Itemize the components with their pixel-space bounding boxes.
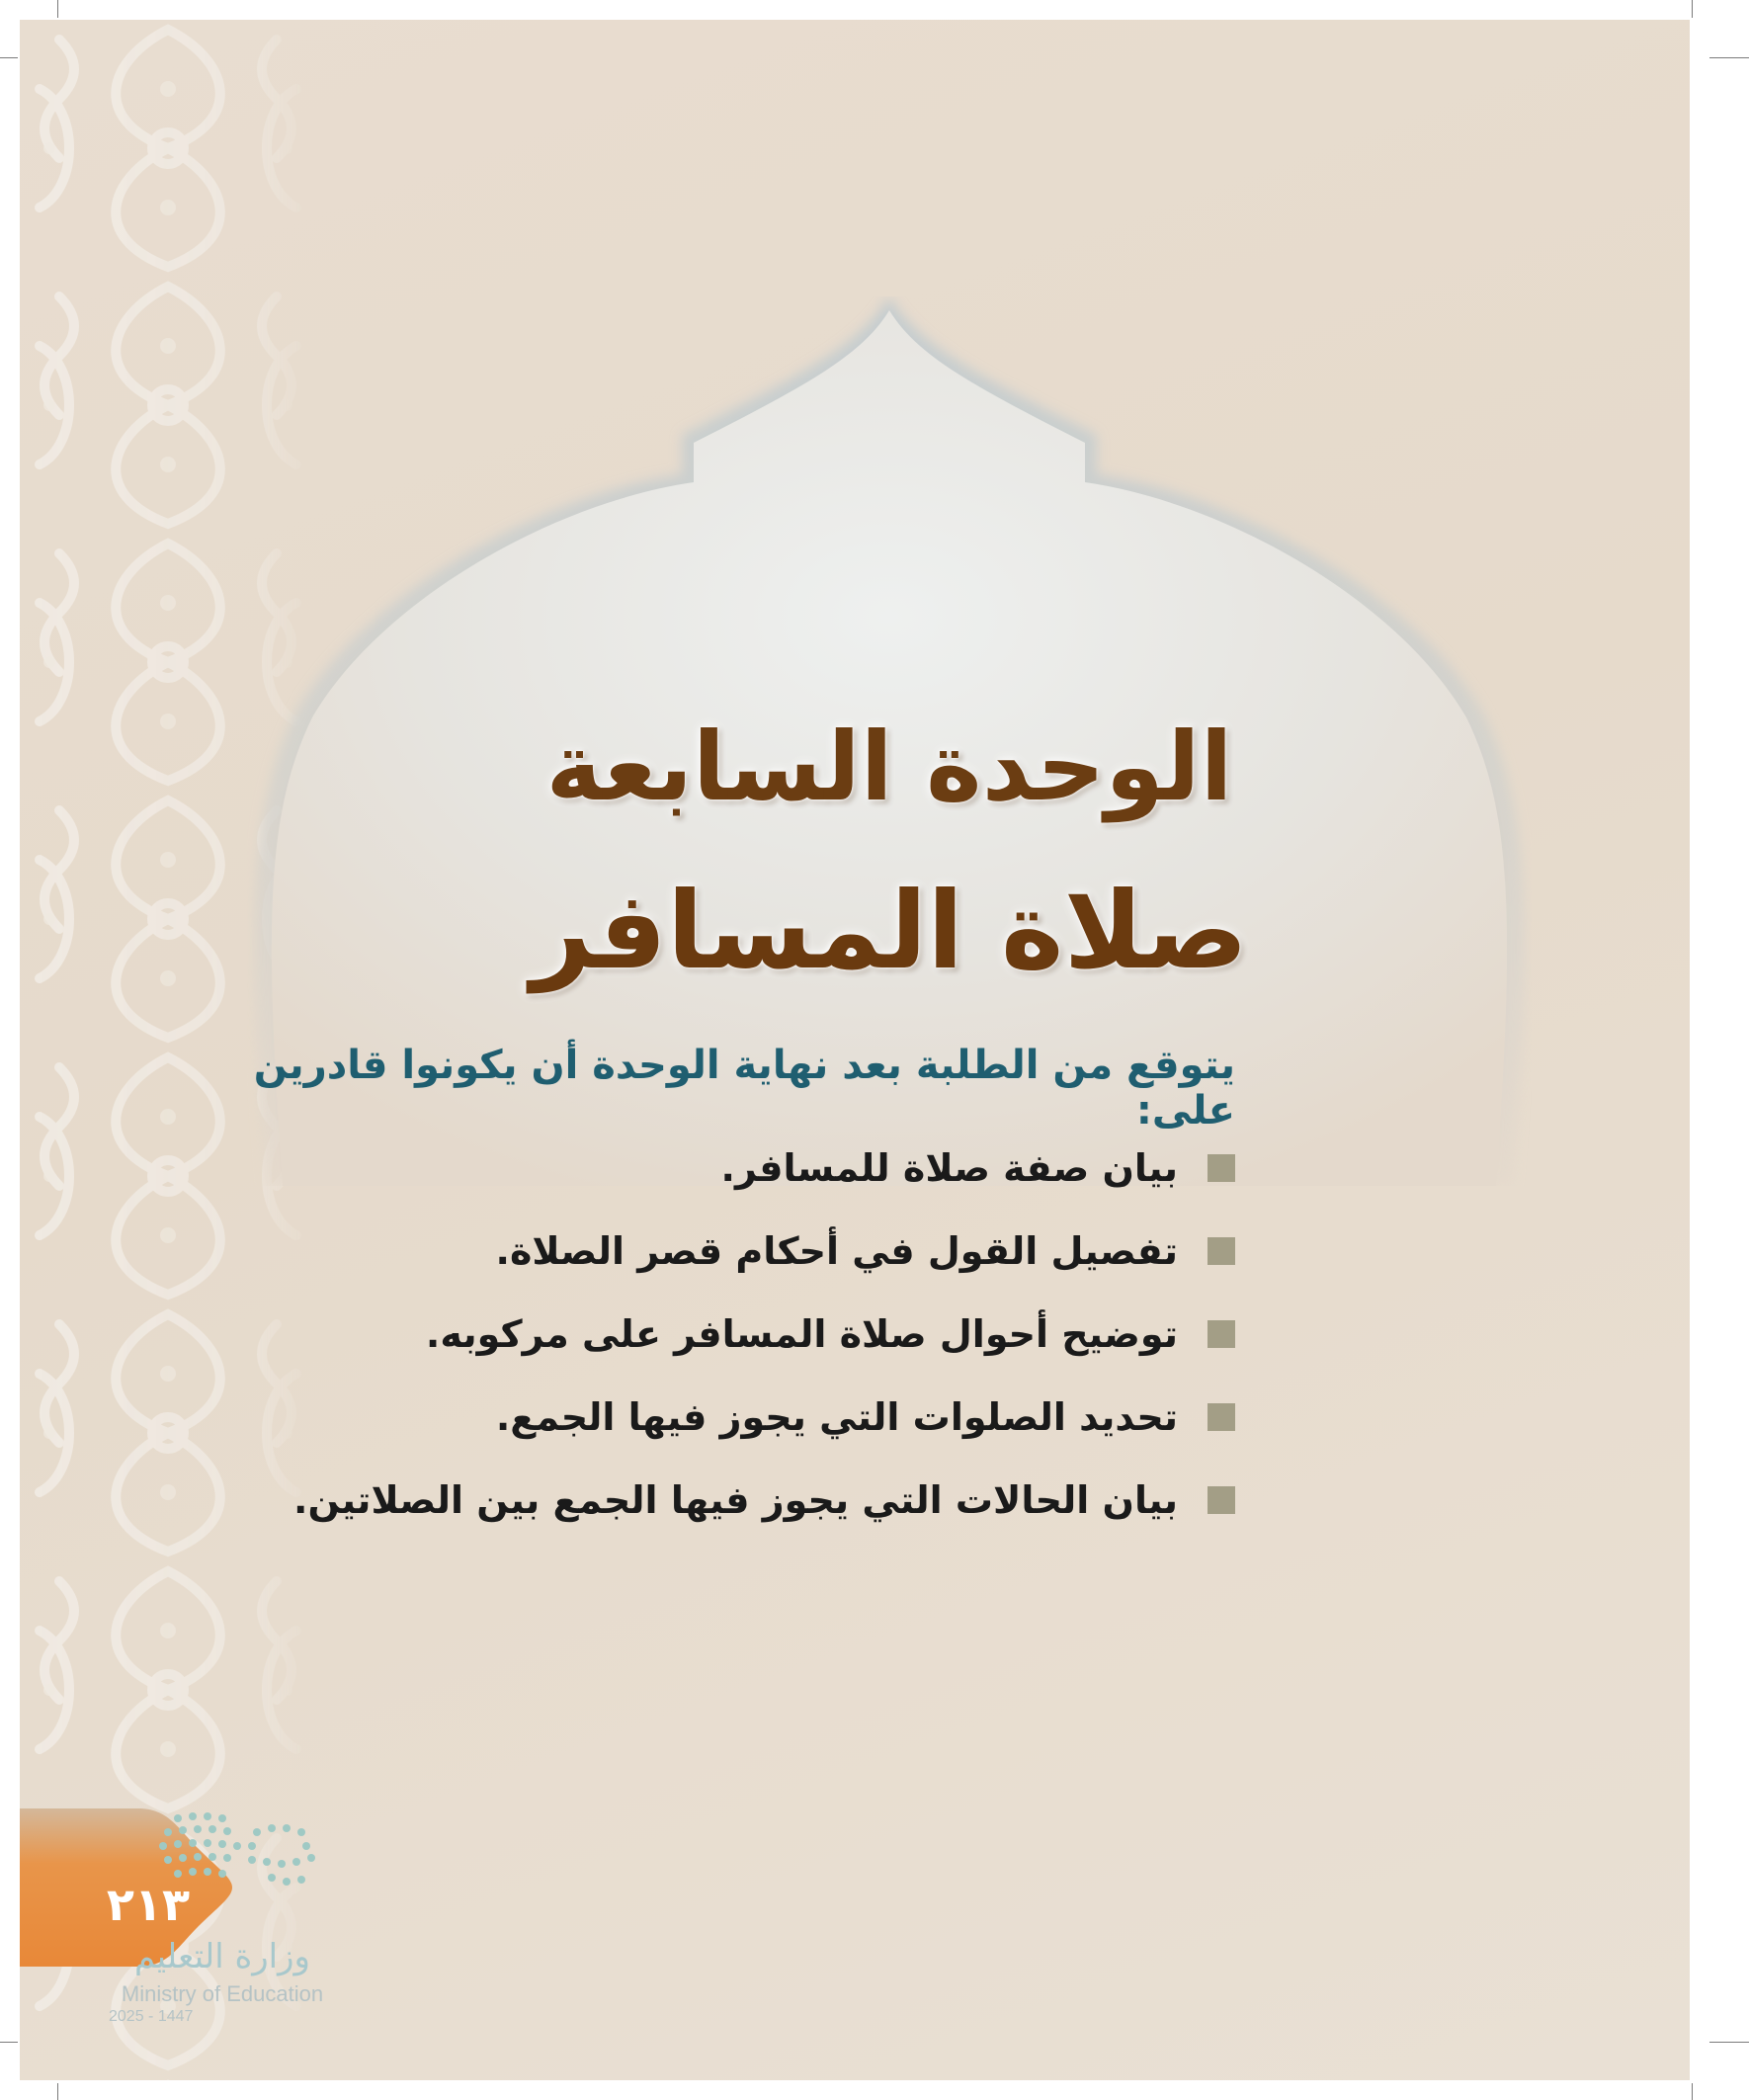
crop-mark [1692,2083,1693,2100]
unit-subtitle: صلاة المسافر [530,870,1249,993]
objective-text: بيان الحالات التي يجوز فيها الجمع بين الصلاتين. [293,1478,1178,1522]
objective-text: بيان صفة صلاة للمسافر. [720,1146,1178,1190]
crop-mark [57,2083,58,2100]
objective-text: توضيح أحوال صلاة المسافر على مركوبه. [425,1312,1178,1356]
crop-mark [57,0,58,18]
objectives-list [247,1127,1235,1542]
crop-mark [1692,0,1693,18]
ministry-name-english: Ministry of Education [121,1981,324,2006]
unit-title: الوحدة السابعة [545,712,1233,822]
objective-item [247,1376,1235,1459]
page [20,20,1690,2080]
ministry-year: 2025 - 1447 [109,2008,194,2025]
objective-item [247,1127,1235,1210]
objective-text: تحديد الصلوات التي يجوز فيها الجمع. [495,1395,1178,1439]
square-bullet-icon [1208,1320,1235,1348]
crop-mark [1709,57,1749,58]
crop-mark [0,2042,18,2043]
page-number: ٢١٣ [106,1878,191,1931]
objective-item [247,1210,1235,1293]
objective-text: تفصيل القول في أحكام قصر الصلاة. [495,1229,1178,1273]
ministry-name-arabic: وزارة التعليم [134,1937,310,1976]
objective-item [247,1293,1235,1376]
crop-mark [1709,2042,1749,2043]
square-bullet-icon [1208,1154,1235,1182]
objective-item [247,1459,1235,1542]
square-bullet-icon [1208,1403,1235,1431]
crop-mark [0,57,18,58]
square-bullet-icon [1208,1486,1235,1514]
objectives-intro: يتوقع من الطلبة بعد نهاية الوحدة أن يكونوا قادرين على: [253,1043,1235,1134]
square-bullet-icon [1208,1237,1235,1265]
